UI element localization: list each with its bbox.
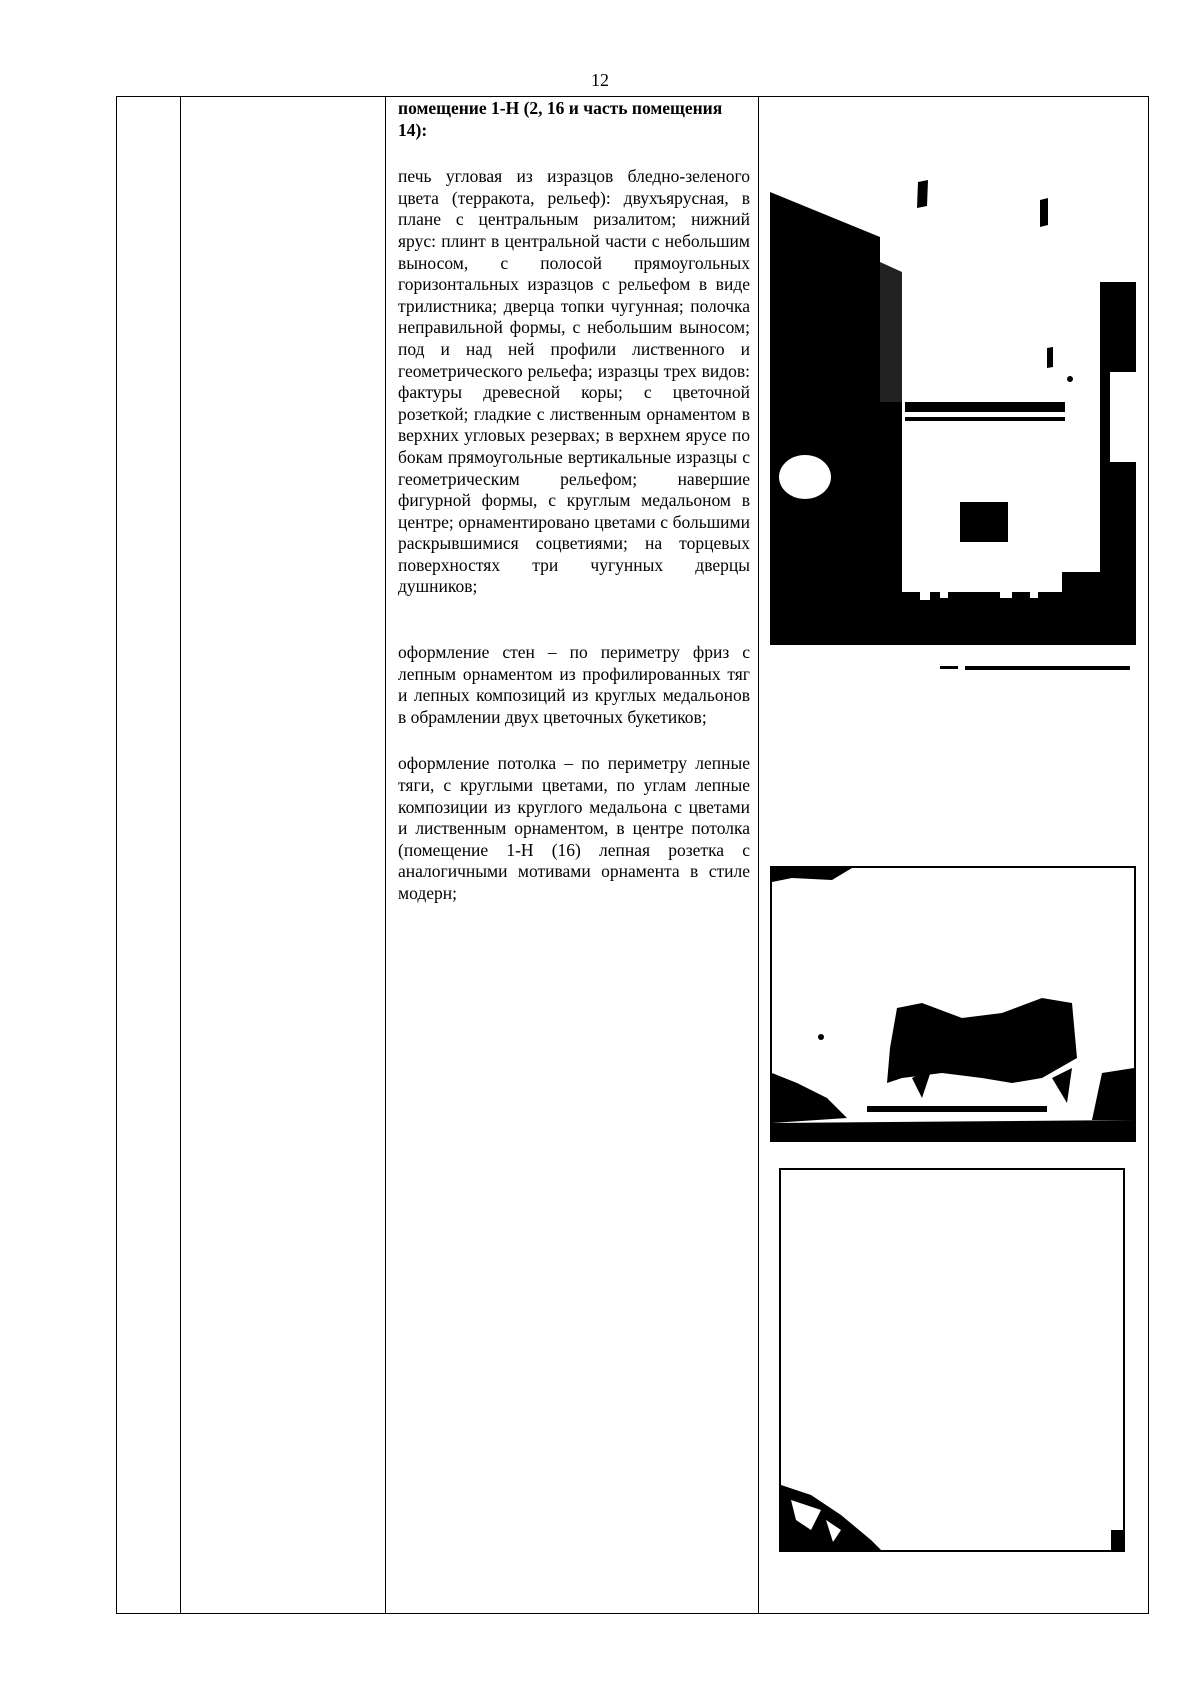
ceiling-photo bbox=[770, 866, 1136, 1142]
stove-description: печь угловая из изразцов бледно-зеленого цвета (терракота, рельеф): двухъярусная, в плане с центральным ризалитом; нижний ярус: плинт в центральной части с небольшим выносом, с полосой прямоугольных горизонтальных изразцов с рельефом в виде трилистника; дверца топки чугунная; полочка неправильной формы, с небольшим выносом; под и над ней профили лиственного и геометрического рельефа; изразцы трех видов: фактуры древесной коры; с цветочной розеткой; гладкие с лиственным орнаментом в верхних угловых резервах; в верхнем ярусе по бокам прямоугольные вертикальные изразцы с геометрическим рельефом; навершие фигурной формы, с круглым медальоном в центре; орнаментировано цветами с большими раскрывшимися соцветиями; на торцевых поверхностях три чугунных дверцы душников; bbox=[398, 166, 750, 597]
stove-photo-caption-mark bbox=[940, 666, 958, 669]
stove-photo-caption-line bbox=[965, 666, 1130, 670]
column-divider-1 bbox=[180, 96, 181, 1614]
stove-photo bbox=[770, 102, 1136, 645]
ceiling-description: оформление потолка – по периметру лепные тяги, с круглыми цветами, по углам лепные композиции из круглого медальона с цветами и лиственным орнаментом, в центре потолка (помещение 1-Н (16) лепная розетка с аналогичными мотивами орнамента в стиле модерн; bbox=[398, 753, 750, 903]
wall-photo bbox=[779, 1168, 1125, 1552]
room-heading: помещение 1-Н (2, 16 и часть помещения 14): bbox=[398, 98, 723, 140]
walls-description: оформление стен – по периметру фриз с лепным орнаментом из профилированных тяг и лепных композиций из круглых медальонов в обрамлении двух цветочных букетиков; bbox=[398, 642, 750, 727]
column-divider-3 bbox=[758, 96, 759, 1614]
column-divider-2 bbox=[385, 96, 386, 1614]
description-column bbox=[398, 98, 750, 905]
page-number: 12 bbox=[591, 70, 609, 90]
